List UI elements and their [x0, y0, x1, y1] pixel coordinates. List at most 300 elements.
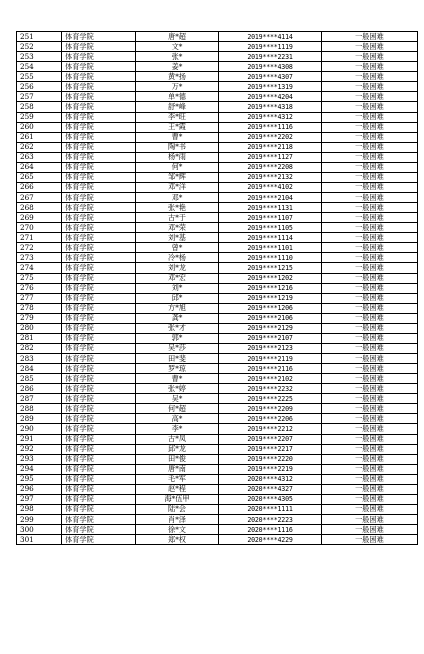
student-id-cell: 2019****2231: [219, 52, 322, 62]
student-name-cell: 陶*书: [136, 142, 219, 152]
student-id-cell: 2019****4318: [219, 102, 322, 112]
table-row: [17, 213, 418, 223]
difficulty-level-cell: 一般困难: [322, 172, 418, 182]
difficulty-level-cell: 一般困难: [322, 343, 418, 353]
table-row: [17, 253, 418, 263]
college-cell: 体育学院: [62, 162, 136, 172]
difficulty-level-cell: 一般困难: [322, 394, 418, 404]
student-name-cell: 邹*辉: [136, 172, 219, 182]
college-cell: 体育学院: [62, 484, 136, 494]
student-id-cell: 2019****2217: [219, 444, 322, 454]
college-cell: 体育学院: [62, 444, 136, 454]
row-number: 278: [17, 303, 62, 313]
student-name-cell: 邓*: [136, 193, 219, 203]
table-row: [17, 464, 418, 474]
row-number: 285: [17, 374, 62, 384]
student-name-cell: 曹*: [136, 374, 219, 384]
student-name-cell: 曹*: [136, 132, 219, 142]
table-row: [17, 504, 418, 514]
difficulty-level-cell: 一般困难: [322, 213, 418, 223]
table-row: [17, 62, 418, 72]
table-row: [17, 273, 418, 283]
difficulty-level-cell: 一般困难: [322, 525, 418, 535]
difficulty-level-cell: 一般困难: [322, 364, 418, 374]
student-name-cell: 吴*莎: [136, 343, 219, 353]
student-name-cell: 邓*宏: [136, 273, 219, 283]
student-name-cell: 赵*程: [136, 484, 219, 494]
student-id-cell: 2019****1101: [219, 243, 322, 253]
row-number: 295: [17, 474, 62, 484]
college-cell: 体育学院: [62, 313, 136, 323]
row-number: 279: [17, 313, 62, 323]
college-cell: 体育学院: [62, 32, 136, 42]
college-cell: 体育学院: [62, 434, 136, 444]
table-row: [17, 182, 418, 192]
student-id-cell: 2019****4312: [219, 112, 322, 122]
student-name-cell: 田*斐: [136, 354, 219, 364]
row-number: 271: [17, 233, 62, 243]
student-name-cell: 邓*荣: [136, 223, 219, 233]
difficulty-level-cell: 一般困难: [322, 102, 418, 112]
student-id-cell: 2019****2129: [219, 323, 322, 333]
student-name-cell: 李*: [136, 424, 219, 434]
row-number: 259: [17, 112, 62, 122]
college-cell: 体育学院: [62, 172, 136, 182]
college-cell: 体育学院: [62, 182, 136, 192]
college-cell: 体育学院: [62, 303, 136, 313]
student-id-cell: 2020****1111: [219, 504, 322, 514]
student-name-cell: 陆*会: [136, 504, 219, 514]
table-row: [17, 233, 418, 243]
row-number: 296: [17, 484, 62, 494]
row-number: 286: [17, 384, 62, 394]
college-cell: 体育学院: [62, 42, 136, 52]
student-id-cell: 2019****1216: [219, 283, 322, 293]
college-cell: 体育学院: [62, 62, 136, 72]
difficulty-level-cell: 一般困难: [322, 52, 418, 62]
student-name-cell: 舒*峰: [136, 102, 219, 112]
difficulty-level-cell: 一般困难: [322, 162, 418, 172]
college-cell: 体育学院: [62, 253, 136, 263]
college-cell: 体育学院: [62, 203, 136, 213]
row-number: 266: [17, 182, 62, 192]
table-row: [17, 535, 418, 545]
table-row: [17, 42, 418, 52]
row-number: 272: [17, 243, 62, 253]
row-number: 293: [17, 454, 62, 464]
table-row: [17, 152, 418, 162]
table-row: [17, 333, 418, 343]
student-name-cell: 曾*: [136, 243, 219, 253]
table-row: [17, 404, 418, 414]
row-number: 280: [17, 323, 62, 333]
student-id-cell: 2019****2225: [219, 394, 322, 404]
student-name-cell: 万*: [136, 82, 219, 92]
row-number: 289: [17, 414, 62, 424]
student-name-cell: 张*才: [136, 323, 219, 333]
row-number: 251: [17, 32, 62, 42]
college-cell: 体育学院: [62, 82, 136, 92]
difficulty-level-cell: 一般困难: [322, 454, 418, 464]
student-id-cell: 2019****2116: [219, 364, 322, 374]
student-id-cell: 2019****1105: [219, 223, 322, 233]
college-cell: 体育学院: [62, 424, 136, 434]
student-id-cell: 2019****1107: [219, 213, 322, 223]
difficulty-level-cell: 一般困难: [322, 62, 418, 72]
student-name-cell: 李*旺: [136, 112, 219, 122]
college-cell: 体育学院: [62, 92, 136, 102]
table-row: [17, 293, 418, 303]
difficulty-level-cell: 一般困难: [322, 504, 418, 514]
student-id-cell: 2019****1319: [219, 82, 322, 92]
row-number: 282: [17, 343, 62, 353]
row-number: 262: [17, 142, 62, 152]
table-row: [17, 243, 418, 253]
row-number: 298: [17, 504, 62, 514]
student-id-cell: 2019****2208: [219, 162, 322, 172]
table-row: [17, 374, 418, 384]
student-name-cell: 郑*权: [136, 535, 219, 545]
student-id-cell: 2019****2106: [219, 313, 322, 323]
table-row: [17, 303, 418, 313]
student-name-cell: 唐*南: [136, 464, 219, 474]
student-id-cell: 2019****2219: [219, 464, 322, 474]
row-number: 270: [17, 223, 62, 233]
table-row: [17, 283, 418, 293]
row-number: 275: [17, 273, 62, 283]
student-name-cell: 罗*琼: [136, 364, 219, 374]
row-number: 257: [17, 92, 62, 102]
table-row: [17, 354, 418, 364]
student-id-cell: 2019****4307: [219, 72, 322, 82]
student-list-sheet: [16, 31, 418, 545]
student-name-cell: 毛*军: [136, 474, 219, 484]
college-cell: 体育学院: [62, 142, 136, 152]
table-body: [17, 32, 418, 545]
college-cell: 体育学院: [62, 384, 136, 394]
table-row: [17, 474, 418, 484]
student-id-cell: 2019****1127: [219, 152, 322, 162]
student-name-cell: 邱*: [136, 293, 219, 303]
difficulty-level-cell: 一般困难: [322, 424, 418, 434]
student-name-cell: 王*霞: [136, 122, 219, 132]
difficulty-level-cell: 一般困难: [322, 484, 418, 494]
student-id-cell: 2019****2207: [219, 434, 322, 444]
college-cell: 体育学院: [62, 263, 136, 273]
college-cell: 体育学院: [62, 152, 136, 162]
student-name-cell: 高*: [136, 414, 219, 424]
difficulty-level-cell: 一般困难: [322, 92, 418, 102]
difficulty-level-cell: 一般困难: [322, 354, 418, 364]
student-id-cell: 2020****1116: [219, 525, 322, 535]
student-id-cell: 2019****1131: [219, 203, 322, 213]
student-id-cell: 2019****2202: [219, 132, 322, 142]
table-row: [17, 132, 418, 142]
table-row: [17, 313, 418, 323]
row-number: 264: [17, 162, 62, 172]
difficulty-level-cell: 一般困难: [322, 404, 418, 414]
college-cell: 体育学院: [62, 525, 136, 535]
table-row: [17, 494, 418, 504]
row-number: 283: [17, 354, 62, 364]
row-number: 299: [17, 515, 62, 525]
student-id-cell: 2019****2220: [219, 454, 322, 464]
student-id-cell: 2019****2206: [219, 414, 322, 424]
difficulty-level-cell: 一般困难: [322, 414, 418, 424]
student-id-cell: 2020****2223: [219, 515, 322, 525]
difficulty-level-cell: 一般困难: [322, 273, 418, 283]
table-row: [17, 424, 418, 434]
difficulty-level-cell: 一般困难: [322, 243, 418, 253]
student-table: [16, 31, 418, 545]
table-row: [17, 515, 418, 525]
row-number: 256: [17, 82, 62, 92]
college-cell: 体育学院: [62, 454, 136, 464]
student-id-cell: 2019****1219: [219, 293, 322, 303]
difficulty-level-cell: 一般困难: [322, 263, 418, 273]
student-name-cell: 邓*洋: [136, 182, 219, 192]
row-number: 268: [17, 203, 62, 213]
row-number: 288: [17, 404, 62, 414]
difficulty-level-cell: 一般困难: [322, 494, 418, 504]
college-cell: 体育学院: [62, 323, 136, 333]
college-cell: 体育学院: [62, 193, 136, 203]
student-id-cell: 2019****1110: [219, 253, 322, 263]
student-id-cell: 2019****2107: [219, 333, 322, 343]
student-id-cell: 2020****4305: [219, 494, 322, 504]
student-name-cell: 何*超: [136, 404, 219, 414]
row-number: 261: [17, 132, 62, 142]
table-row: [17, 82, 418, 92]
table-row: [17, 172, 418, 182]
college-cell: 体育学院: [62, 243, 136, 253]
student-id-cell: 2020****4327: [219, 484, 322, 494]
college-cell: 体育学院: [62, 223, 136, 233]
student-name-cell: 邱*龙: [136, 444, 219, 454]
college-cell: 体育学院: [62, 52, 136, 62]
student-name-cell: 张*艳: [136, 203, 219, 213]
row-number: 260: [17, 122, 62, 132]
student-id-cell: 2019****1119: [219, 42, 322, 52]
student-id-cell: 2019****2209: [219, 404, 322, 414]
row-number: 274: [17, 263, 62, 273]
difficulty-level-cell: 一般困难: [322, 82, 418, 92]
college-cell: 体育学院: [62, 132, 136, 142]
difficulty-level-cell: 一般困难: [322, 203, 418, 213]
table-row: [17, 343, 418, 353]
student-name-cell: 何*: [136, 162, 219, 172]
student-name-cell: 龚*: [136, 313, 219, 323]
student-id-cell: 2019****1202: [219, 273, 322, 283]
student-id-cell: 2019****1116: [219, 122, 322, 132]
student-id-cell: 2019****4204: [219, 92, 322, 102]
student-id-cell: 2019****2102: [219, 374, 322, 384]
student-name-cell: 古*凤: [136, 434, 219, 444]
table-row: [17, 162, 418, 172]
table-row: [17, 52, 418, 62]
row-number: 273: [17, 253, 62, 263]
student-name-cell: 刘*基: [136, 233, 219, 243]
difficulty-level-cell: 一般困难: [322, 434, 418, 444]
row-number: 265: [17, 172, 62, 182]
college-cell: 体育学院: [62, 122, 136, 132]
row-number: 258: [17, 102, 62, 112]
table-row: [17, 122, 418, 132]
student-id-cell: 2020****4312: [219, 474, 322, 484]
table-row: [17, 32, 418, 42]
college-cell: 体育学院: [62, 213, 136, 223]
difficulty-level-cell: 一般困难: [322, 72, 418, 82]
student-id-cell: 2019****1215: [219, 263, 322, 273]
difficulty-level-cell: 一般困难: [322, 323, 418, 333]
student-name-cell: 海*伍甲: [136, 494, 219, 504]
student-name-cell: 刘*龙: [136, 263, 219, 273]
college-cell: 体育学院: [62, 333, 136, 343]
table-row: [17, 102, 418, 112]
table-row: [17, 525, 418, 535]
college-cell: 体育学院: [62, 474, 136, 484]
row-number: 294: [17, 464, 62, 474]
difficulty-level-cell: 一般困难: [322, 384, 418, 394]
college-cell: 体育学院: [62, 494, 136, 504]
difficulty-level-cell: 一般困难: [322, 253, 418, 263]
student-name-cell: 张*婷: [136, 384, 219, 394]
table-row: [17, 112, 418, 122]
college-cell: 体育学院: [62, 535, 136, 545]
college-cell: 体育学院: [62, 404, 136, 414]
table-row: [17, 434, 418, 444]
difficulty-level-cell: 一般困难: [322, 535, 418, 545]
difficulty-level-cell: 一般困难: [322, 142, 418, 152]
college-cell: 体育学院: [62, 515, 136, 525]
student-id-cell: 2019****2132: [219, 172, 322, 182]
student-name-cell: 刘*: [136, 283, 219, 293]
row-number: 292: [17, 444, 62, 454]
difficulty-level-cell: 一般困难: [322, 42, 418, 52]
difficulty-level-cell: 一般困难: [322, 152, 418, 162]
row-number: 276: [17, 283, 62, 293]
student-name-cell: 姜*: [136, 62, 219, 72]
college-cell: 体育学院: [62, 72, 136, 82]
college-cell: 体育学院: [62, 233, 136, 243]
row-number: 301: [17, 535, 62, 545]
row-number: 267: [17, 193, 62, 203]
table-row: [17, 193, 418, 203]
college-cell: 体育学院: [62, 354, 136, 364]
student-id-cell: 2020****4229: [219, 535, 322, 545]
row-number: 291: [17, 434, 62, 444]
student-name-cell: 郭*: [136, 333, 219, 343]
difficulty-level-cell: 一般困难: [322, 444, 418, 454]
difficulty-level-cell: 一般困难: [322, 182, 418, 192]
student-name-cell: 单*德: [136, 92, 219, 102]
difficulty-level-cell: 一般困难: [322, 233, 418, 243]
difficulty-level-cell: 一般困难: [322, 293, 418, 303]
student-name-cell: 张*: [136, 52, 219, 62]
table-row: [17, 484, 418, 494]
college-cell: 体育学院: [62, 102, 136, 112]
student-name-cell: 文*: [136, 42, 219, 52]
difficulty-level-cell: 一般困难: [322, 283, 418, 293]
difficulty-level-cell: 一般困难: [322, 32, 418, 42]
student-name-cell: 古*于: [136, 213, 219, 223]
table-row: [17, 263, 418, 273]
student-name-cell: 杨*雨: [136, 152, 219, 162]
college-cell: 体育学院: [62, 293, 136, 303]
student-id-cell: 2019****2123: [219, 343, 322, 353]
row-number: 300: [17, 525, 62, 535]
row-number: 281: [17, 333, 62, 343]
row-number: 255: [17, 72, 62, 82]
row-number: 277: [17, 293, 62, 303]
college-cell: 体育学院: [62, 283, 136, 293]
student-name-cell: 冷*杨: [136, 253, 219, 263]
student-id-cell: 2019****1114: [219, 233, 322, 243]
student-id-cell: 2019****2104: [219, 193, 322, 203]
student-id-cell: 2019****1206: [219, 303, 322, 313]
difficulty-level-cell: 一般困难: [322, 333, 418, 343]
table-row: [17, 92, 418, 102]
table-row: [17, 142, 418, 152]
table-row: [17, 364, 418, 374]
row-number: 252: [17, 42, 62, 52]
difficulty-level-cell: 一般困难: [322, 112, 418, 122]
student-name-cell: 田*俊: [136, 454, 219, 464]
row-number: 263: [17, 152, 62, 162]
college-cell: 体育学院: [62, 414, 136, 424]
college-cell: 体育学院: [62, 394, 136, 404]
row-number: 287: [17, 394, 62, 404]
college-cell: 体育学院: [62, 112, 136, 122]
table-row: [17, 394, 418, 404]
row-number: 269: [17, 213, 62, 223]
table-row: [17, 454, 418, 464]
student-id-cell: 2019****4102: [219, 182, 322, 192]
student-name-cell: 方*旭: [136, 303, 219, 313]
student-name-cell: 唐*超: [136, 32, 219, 42]
college-cell: 体育学院: [62, 464, 136, 474]
row-number: 297: [17, 494, 62, 504]
difficulty-level-cell: 一般困难: [322, 223, 418, 233]
difficulty-level-cell: 一般困难: [322, 313, 418, 323]
table-row: [17, 72, 418, 82]
row-number: 290: [17, 424, 62, 434]
student-id-cell: 2019****2212: [219, 424, 322, 434]
student-id-cell: 2019****2119: [219, 354, 322, 364]
student-name-cell: 肖*泽: [136, 515, 219, 525]
table-row: [17, 444, 418, 454]
difficulty-level-cell: 一般困难: [322, 474, 418, 484]
college-cell: 体育学院: [62, 343, 136, 353]
row-number: 253: [17, 52, 62, 62]
student-id-cell: 2019****2118: [219, 142, 322, 152]
student-name-cell: 吴*: [136, 394, 219, 404]
student-id-cell: 2019****4114: [219, 32, 322, 42]
row-number: 254: [17, 62, 62, 72]
table-row: [17, 323, 418, 333]
student-id-cell: 2019****2232: [219, 384, 322, 394]
difficulty-level-cell: 一般困难: [322, 193, 418, 203]
difficulty-level-cell: 一般困难: [322, 132, 418, 142]
difficulty-level-cell: 一般困难: [322, 515, 418, 525]
student-name-cell: 黄*扬: [136, 72, 219, 82]
college-cell: 体育学院: [62, 364, 136, 374]
college-cell: 体育学院: [62, 504, 136, 514]
difficulty-level-cell: 一般困难: [322, 122, 418, 132]
student-id-cell: 2019****4308: [219, 62, 322, 72]
difficulty-level-cell: 一般困难: [322, 303, 418, 313]
table-row: [17, 414, 418, 424]
